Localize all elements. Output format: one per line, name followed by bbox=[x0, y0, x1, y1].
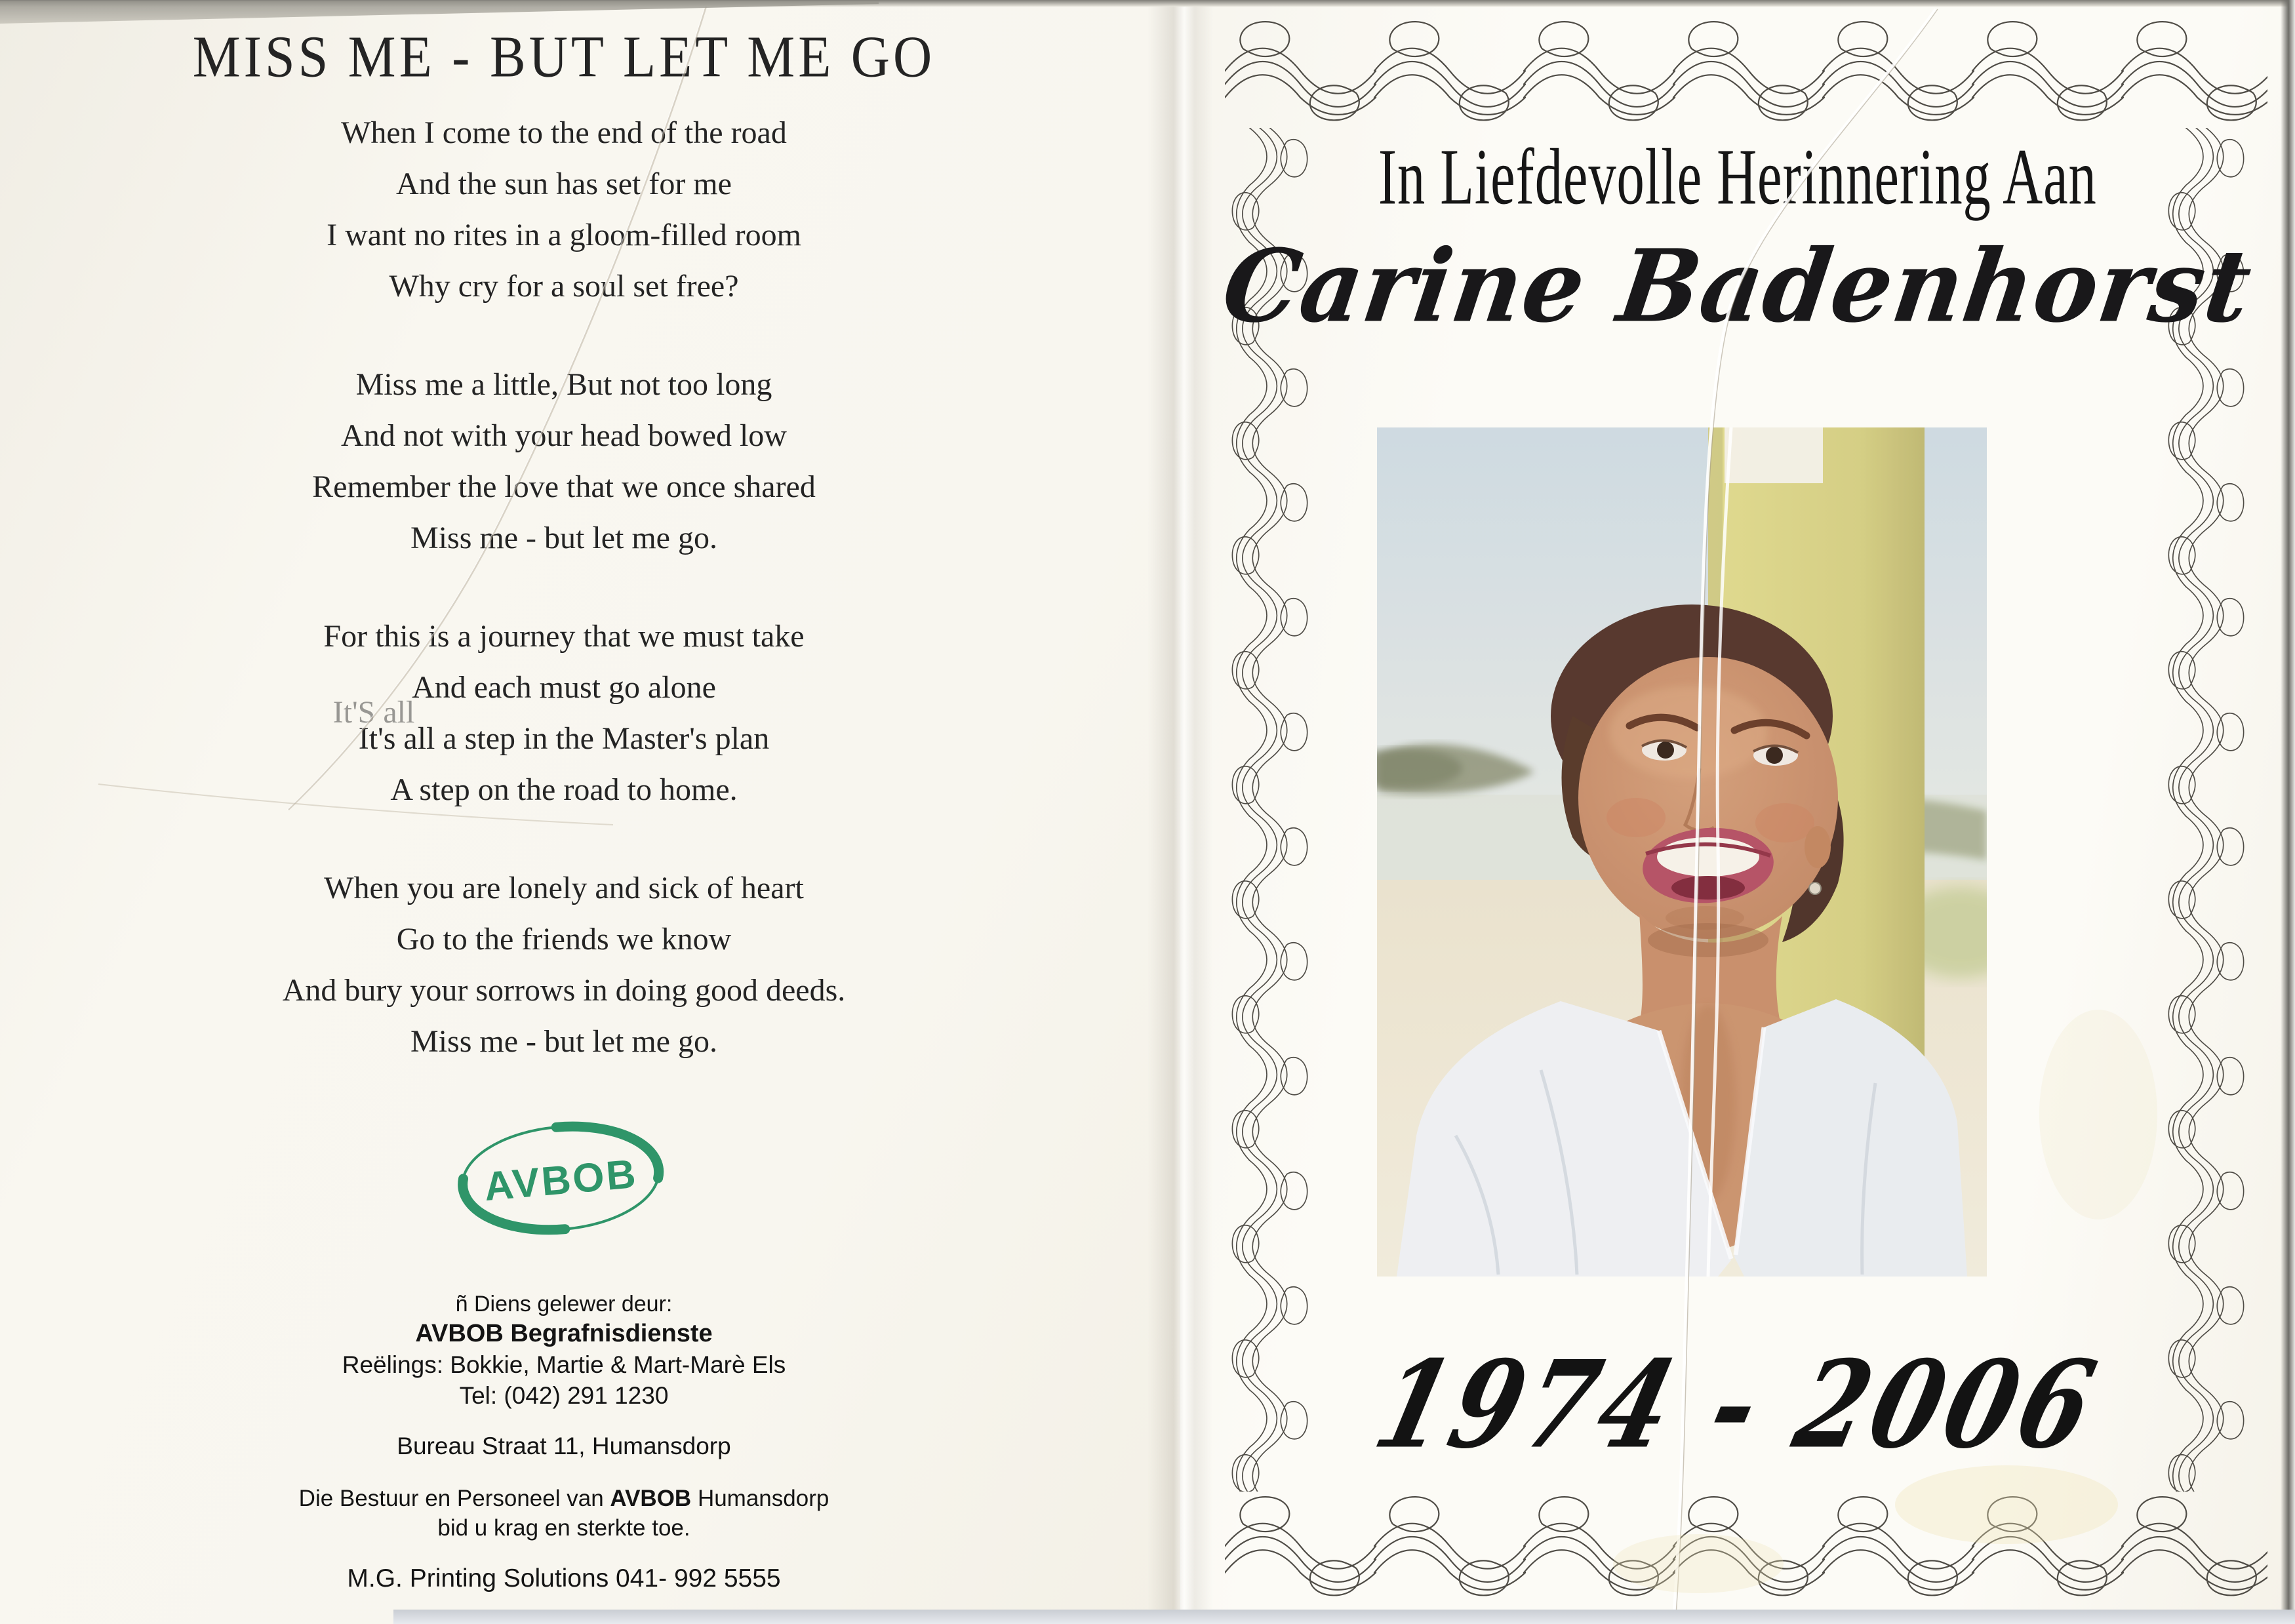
avbob-logo-graphic bbox=[452, 1115, 669, 1242]
condolence-text-pre: Die Bestuur en Personeel van bbox=[298, 1486, 610, 1511]
poem-line: Miss me - but let me go. bbox=[410, 521, 717, 555]
poem-stanza bbox=[105, 359, 1023, 564]
fold-shadow bbox=[1148, 0, 1213, 1624]
poem-line: Why cry for a soul set free? bbox=[389, 269, 739, 304]
avbob-logo-text: AVBOB bbox=[482, 1151, 640, 1210]
condolence-text-post: Humansdorp bbox=[691, 1486, 829, 1511]
service-address: Bureau Straat 11, Humansdorp bbox=[397, 1433, 731, 1459]
decorative-border-top bbox=[1225, 14, 2267, 129]
service-provided-by: ñ Diens gelewer deur: bbox=[455, 1292, 673, 1317]
poem-line: When I come to the end of the road bbox=[341, 115, 787, 150]
poem-stanza bbox=[105, 108, 1023, 312]
deceased-name-text: Carine Badenhorst bbox=[1216, 228, 2260, 346]
memorial-years bbox=[1180, 1334, 2295, 1476]
poem-line: And the sun has set for me bbox=[396, 167, 732, 201]
poem-line: When you are lonely and sick of heart bbox=[324, 871, 804, 905]
poem-stanza bbox=[105, 611, 1023, 816]
portrait-photo-graphic bbox=[1377, 427, 1987, 1277]
poem-line: And bury your sorrows in doing good deeds. bbox=[282, 973, 846, 1008]
poem-line: Go to the friends we know bbox=[396, 922, 732, 957]
poem bbox=[105, 26, 1023, 1115]
scanner-edge-right bbox=[2281, 0, 2295, 1624]
deceased-name bbox=[1180, 228, 2295, 346]
poem-line: And each must go alone bbox=[412, 670, 716, 705]
poem-line bbox=[105, 695, 1023, 764]
avbob-logo bbox=[452, 1115, 669, 1242]
scanner-strip-bottom bbox=[393, 1610, 2295, 1624]
poem-line: A step on the road to home. bbox=[390, 772, 738, 807]
decorative-border-bottom bbox=[1225, 1490, 2267, 1604]
print-ghost: It'S all bbox=[332, 695, 415, 730]
poem-line: For this is a journey that we must take bbox=[323, 619, 805, 654]
printer-credit: M.G. Printing Solutions 041- 992 5555 bbox=[347, 1564, 781, 1593]
memorial-header bbox=[1180, 131, 2295, 222]
service-block bbox=[105, 1290, 1023, 1594]
poem-line-text: It's all a step in the Master's plan bbox=[358, 721, 770, 756]
service-company: AVBOB Begrafnisdienste bbox=[415, 1320, 713, 1347]
poem-title: MISS ME - BUT LET ME GO bbox=[192, 24, 936, 90]
poem-line: I want no rites in a gloom-filled room bbox=[327, 218, 801, 252]
condolence-line bbox=[105, 1484, 1023, 1513]
poem-line: Remember the love that we once shared bbox=[312, 469, 816, 504]
memorial-header-text: In Liefdevolle Herinnering Aan bbox=[1378, 132, 2097, 222]
service-arrangements: Reëlings: Bokkie, Martie & Mart-Marè Els bbox=[342, 1351, 786, 1378]
condolence-text-bold: AVBOB bbox=[610, 1486, 692, 1511]
poem-line: And not with your head bowed low bbox=[341, 418, 787, 453]
poem-line: Miss me a little, But not too long bbox=[355, 367, 772, 402]
memorial-years-text: 1974 - 2006 bbox=[1363, 1334, 2113, 1476]
portrait-photo bbox=[1377, 427, 1987, 1277]
condolence-line2: bid u krag en sterkte toe. bbox=[437, 1515, 690, 1541]
service-tel: Tel: (042) 291 1230 bbox=[459, 1382, 669, 1409]
poem-stanza bbox=[105, 863, 1023, 1067]
poem-line: Miss me - but let me go. bbox=[410, 1024, 717, 1059]
